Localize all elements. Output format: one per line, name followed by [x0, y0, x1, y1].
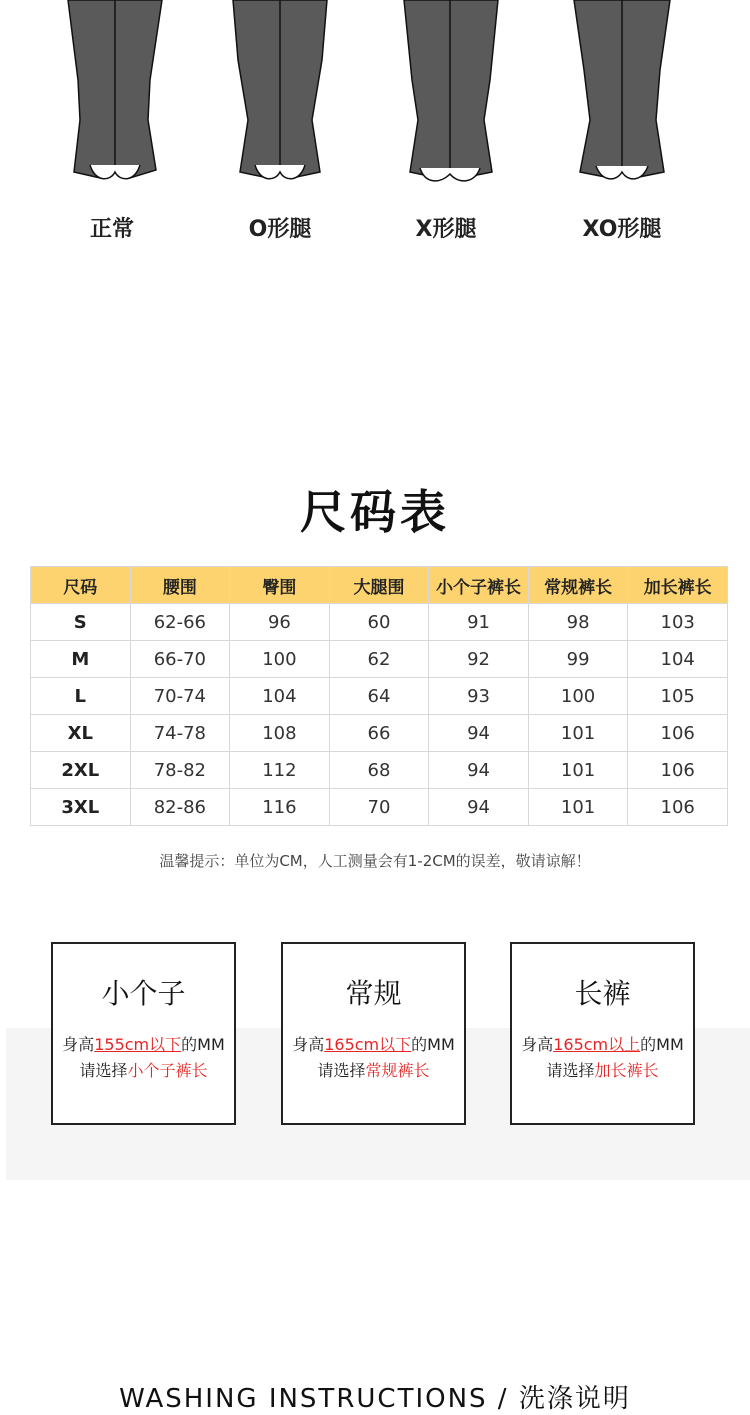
card-height-line: 身高165cm以下的MM — [292, 1035, 455, 1054]
table-cell: 70-74 — [130, 678, 230, 715]
table-cell: 64 — [329, 678, 429, 715]
card-height-line: 身高165cm以上的MM — [521, 1035, 684, 1054]
card-choice-line: 请选择常规裤长 — [317, 1061, 430, 1080]
table-cell: 68 — [329, 752, 429, 789]
table-cell: 101 — [528, 789, 628, 826]
table-cell: 108 — [230, 715, 330, 752]
col-header-petite-length: 小个子裤长 — [429, 567, 529, 604]
table-cell: 66 — [329, 715, 429, 752]
table-cell: 62-66 — [130, 604, 230, 641]
length-card-petite — [51, 942, 236, 1125]
table-cell: 101 — [528, 715, 628, 752]
table-cell: 91 — [429, 604, 529, 641]
leg-o-figure — [233, 0, 327, 179]
table-cell: 94 — [429, 789, 529, 826]
table-cell: 70 — [329, 789, 429, 826]
table-row — [31, 678, 728, 715]
card-title: 小个子 — [101, 977, 186, 1010]
table-cell: 82-86 — [130, 789, 230, 826]
col-header-waist: 腰围 — [130, 567, 230, 604]
leg-x-figure — [404, 0, 498, 181]
table-cell: 2XL — [31, 752, 131, 789]
card-title: 常规 — [345, 977, 402, 1010]
table-cell: M — [31, 641, 131, 678]
table-cell: 112 — [230, 752, 330, 789]
table-cell: 105 — [628, 678, 728, 715]
leg-label-x: X形腿 — [415, 217, 477, 242]
table-cell: XL — [31, 715, 131, 752]
measurement-note: 温馨提示：单位为CM，人工测量会有1-2CM的误差，敬请谅解！ — [159, 852, 591, 870]
table-cell: 62 — [329, 641, 429, 678]
col-header-size: 尺码 — [31, 567, 131, 604]
table-cell: 116 — [230, 789, 330, 826]
table-cell: 93 — [429, 678, 529, 715]
table-cell: 3XL — [31, 789, 131, 826]
length-card-long — [510, 942, 695, 1125]
col-header-long-length: 加长裤长 — [628, 567, 728, 604]
table-cell: 103 — [628, 604, 728, 641]
table-cell: 94 — [429, 752, 529, 789]
leg-shape-illustrations — [0, 0, 750, 190]
table-row — [31, 604, 728, 641]
col-header-thigh: 大腿围 — [329, 567, 429, 604]
table-row — [31, 715, 728, 752]
table-cell: 100 — [230, 641, 330, 678]
table-cell: 106 — [628, 789, 728, 826]
card-choice-line: 请选择小个子裤长 — [79, 1061, 208, 1080]
leg-normal-figure — [68, 0, 162, 179]
col-header-hip: 臀围 — [230, 567, 330, 604]
col-header-regular-length: 常规裤长 — [528, 567, 628, 604]
length-card-regular — [281, 942, 466, 1125]
table-cell: 104 — [230, 678, 330, 715]
table-cell: 101 — [528, 752, 628, 789]
table-cell: 60 — [329, 604, 429, 641]
table-cell: 92 — [429, 641, 529, 678]
table-cell: 94 — [429, 715, 529, 752]
leg-xo-figure — [574, 0, 670, 179]
leg-label-o: O形腿 — [248, 217, 312, 242]
table-cell: 106 — [628, 752, 728, 789]
table-row — [31, 641, 728, 678]
size-chart-table — [30, 566, 728, 826]
table-cell: 74-78 — [130, 715, 230, 752]
table-cell: 98 — [528, 604, 628, 641]
table-cell: 78-82 — [130, 752, 230, 789]
table-cell: 106 — [628, 715, 728, 752]
table-row — [31, 752, 728, 789]
card-height-line: 身高155cm以下的MM — [62, 1035, 225, 1054]
table-cell: 66-70 — [130, 641, 230, 678]
card-title: 长裤 — [574, 977, 631, 1010]
table-cell: 96 — [230, 604, 330, 641]
card-choice-line: 请选择加长裤长 — [546, 1061, 659, 1080]
table-row — [31, 789, 728, 826]
table-cell: 99 — [528, 641, 628, 678]
table-cell: S — [31, 604, 131, 641]
leg-label-normal: 正常 — [89, 217, 134, 242]
size-chart-header-row — [31, 567, 728, 604]
table-cell: L — [31, 678, 131, 715]
table-cell: 104 — [628, 641, 728, 678]
washing-instructions-heading: WASHING INSTRUCTIONS / 洗涤说明 — [119, 1384, 631, 1414]
size-chart-title: 尺码表 — [300, 485, 450, 539]
table-cell: 100 — [528, 678, 628, 715]
leg-label-xo: XO形腿 — [582, 217, 662, 242]
